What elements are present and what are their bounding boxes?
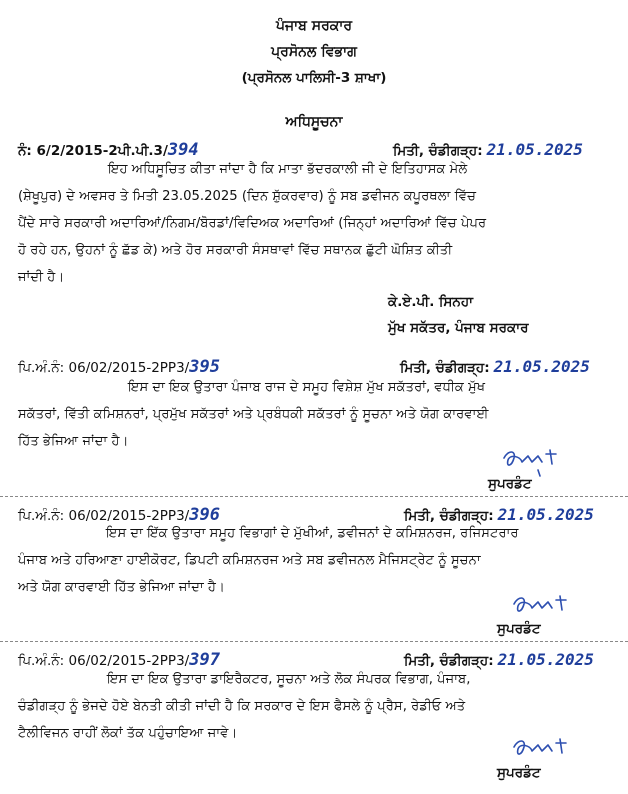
handwritten-signature-icon: [508, 592, 578, 622]
notice-body-line: (ਸ਼ੇਖੂਪੁਰ) ਦੇ ਅਵਸਰ ਤੇ ਮਿਤੀ 23.05.2025 (ਦਿਨ ਸ਼ੁੱਕਰਵਾਰ) ਨੂੰ ਸਬ ਡਵੀਜਨ ਕਪੂਰਥਲਾ ਵਿੱਚ: [18, 189, 476, 204]
endorsement-date-prefix: ਮਿਤੀ, ਚੰਡੀਗੜ੍ਹ:: [404, 508, 494, 524]
notice-body-line: ਪੈਂਦੇ ਸਾਰੇ ਸਰਕਾਰੀ ਅਦਾਰਿਆਂ/ਨਿਗਮ/ਬੋਰਡਾਂ/ਵਿਦਿਅਕ ਅਦਾਰਿਆਂ (ਜਿਨ੍ਹਾਂ ਅਦਾਰਿਆਂ ਵਿੱਚ ਪੇਪਰ: [18, 216, 487, 231]
superintendent-title: ਸੁਪਰਡੰਟ: [497, 765, 541, 781]
endorsement-body-line: ਇਸ ਦਾ ਇਕ ਉਤਾਰਾ ਡਾਇਰੈਕਟਰ, ਸੂਚਨਾ ਅਤੇ ਲੋਕ ਸੰਪਰਕ ਵਿਭਾਗ, ਪੰਜਾਬ,: [107, 672, 471, 687]
notice-body-line: ਜਾਂਦੀ ਹੈ।: [18, 270, 65, 285]
header-line-1: ਪੰਜਾਬ ਸਰਕਾਰ: [275, 18, 353, 34]
notice-date-prefix: ਮਿਤੀ, ਚੰਡੀਗੜ੍ਹ:: [393, 143, 483, 159]
endorsement-number-handwritten: 397: [189, 650, 220, 670]
notice-body-line: ਇਹ ਅਧਿਸੂਚਿਤ ਕੀਤਾ ਜਾਂਦਾ ਹੈ ਕਿ ਮਾਤਾ ਭੱਦਰਕਾਲੀ ਜੀ ਦੇ ਇਤਿਹਾਸਕ ਮੇਲੇ: [108, 162, 468, 177]
endorsement-number-handwritten: 396: [189, 505, 220, 525]
section-divider: [0, 496, 628, 497]
notification-title: ਅਧਿਸੂਚਨਾ: [285, 114, 343, 130]
endorsement-number-handwritten: 395: [189, 357, 220, 377]
endorsement-body-line: ਟੈਲੀਵਿਜਨ ਰਾਹੀਂ ਲੋਕਾਂ ਤੱਕ ਪਹੁੰਚਾਇਆ ਜਾਵੇ।: [18, 726, 238, 741]
endorsement-number-prefix: ਪਿ.ਅੰ.ਨੰ: 06/02/2015-2PP3/: [18, 508, 190, 524]
endorsement-body-line: ਪੰਜਾਬ ਅਤੇ ਹਰਿਆਣਾ ਹਾਈਕੋਰਟ, ਡਿਪਟੀ ਕਮਿਸ਼ਨਰਜ ਅਤੇ ਸਬ ਡਵੀਜਨਲ ਮੈਜਿਸਟ੍ਰੇਟ ਨੂੰ ਸੂਚਨਾ: [18, 553, 481, 568]
endorsement-number-prefix: ਪਿ.ਅੰ.ਨੰ: 06/02/2015-2PP3/: [18, 360, 190, 376]
endorsement-number-prefix: ਪਿ.ਅੰ.ਨੰ: 06/02/2015-2PP3/: [18, 653, 190, 669]
handwritten-signature-icon: [508, 735, 578, 765]
endorsement-body-line: ਇਸ ਦਾ ਇਕ ਉਤਾਰਾ ਪੰਜਾਬ ਰਾਜ ਦੇ ਸਮੂਹ ਵਿਸ਼ੇਸ਼ ਮੁੱਖ ਸਕੱਤਰਾਂ, ਵਧੀਕ ਮੁੱਖ: [128, 380, 486, 395]
endorsement-date-prefix: ਮਿਤੀ, ਚੰਡੀਗੜ੍ਹ:: [400, 360, 490, 376]
endorsement-body-line: ਸਕੱਤਰਾਂ, ਵਿੱਤੀ ਕਮਿਸ਼ਨਰਾਂ, ਪ੍ਰਮੁੱਖ ਸਕੱਤਰਾਂ ਅਤੇ ਪ੍ਰਬੰਧਕੀ ਸਕੱਤਰਾਂ ਨੂੰ ਸੂਚਨਾ ਅਤੇ ਯੋਗ ਕਾਰਵਾਈ: [18, 407, 489, 422]
header-line-2: ਪ੍ਰਸੋਨਲ ਵਿਭਾਗ: [271, 44, 357, 60]
endorsement-date-handwritten: 21.05.2025: [497, 505, 594, 524]
superintendent-title: ਸੁਪਰਡੰਟ: [488, 476, 532, 492]
endorsement-date-prefix: ਮਿਤੀ, ਚੰਡੀਗੜ੍ਹ:: [404, 653, 494, 669]
notice-number-prefix: ਨੰ: 6/2/2015-2ਪੀ.ਪੀ.3/: [18, 143, 168, 159]
section-divider: [0, 641, 628, 642]
endorsement-body-line: ਹਿੱਤ ਭੇਜਿਆ ਜਾਂਦਾ ਹੈ।: [18, 434, 129, 449]
signatory-name: ਕੇ.ਏ.ਪੀ. ਸਿਨਹਾ: [388, 294, 473, 310]
endorsement-date-handwritten: 21.05.2025: [493, 357, 590, 376]
signatory-title: ਮੁੱਖ ਸਕੱਤਰ, ਪੰਜਾਬ ਸਰਕਾਰ: [388, 320, 529, 336]
superintendent-title: ਸੁਪਰਡੰਟ: [497, 621, 541, 637]
notice-number-handwritten: 394: [167, 140, 199, 160]
endorsement-date-handwritten: 21.05.2025: [497, 650, 594, 669]
handwritten-signature-icon: [498, 446, 568, 476]
endorsement-body-line: ਚੰਡੀਗੜ੍ਹ ਨੂੰ ਭੇਜਦੇ ਹੋਏ ਬੇਨਤੀ ਕੀਤੀ ਜਾਂਦੀ ਹੈ ਕਿ ਸਰਕਾਰ ਦੇ ਇਸ ਫੈਸਲੇ ਨੂੰ ਪ੍ਰੈਸ, ਰੇਡੀਓ ਅਤੇ: [18, 699, 466, 714]
header-line-3: (ਪ੍ਰਸੋਨਲ ਪਾਲਿਸੀ-3 ਸ਼ਾਖਾ): [241, 70, 387, 86]
notice-body-line: ਹੋ ਰਹੇ ਹਨ, ਉਹਨਾਂ ਨੂੰ ਛੱਡ ਕੇ) ਅਤੇ ਹੋਰ ਸਰਕਾਰੀ ਸੰਸਥਾਵਾਂ ਵਿੱਚ ਸਥਾਨਕ ਛੁੱਟੀ ਘੋਸ਼ਿਤ ਕੀਤੀ: [18, 243, 453, 258]
endorsement-body-line: ਅਤੇ ਯੋਗ ਕਾਰਵਾਈ ਹਿੱਤ ਭੇਜਿਆ ਜਾਂਦਾ ਹੈ।: [18, 580, 225, 595]
endorsement-body-line: ਇਸ ਦਾ ਇੱਕ ਉਤਾਰਾ ਸਮੂਹ ਵਿਭਾਗਾਂ ਦੇ ਮੁੱਖੀਆਂ, ਡਵੀਜਨਾਂ ਦੇ ਕਮਿਸ਼ਨਰਜ, ਰਜਿਸਟਰਾਰ: [106, 526, 519, 541]
notice-date-handwritten: 21.05.2025: [486, 140, 583, 159]
